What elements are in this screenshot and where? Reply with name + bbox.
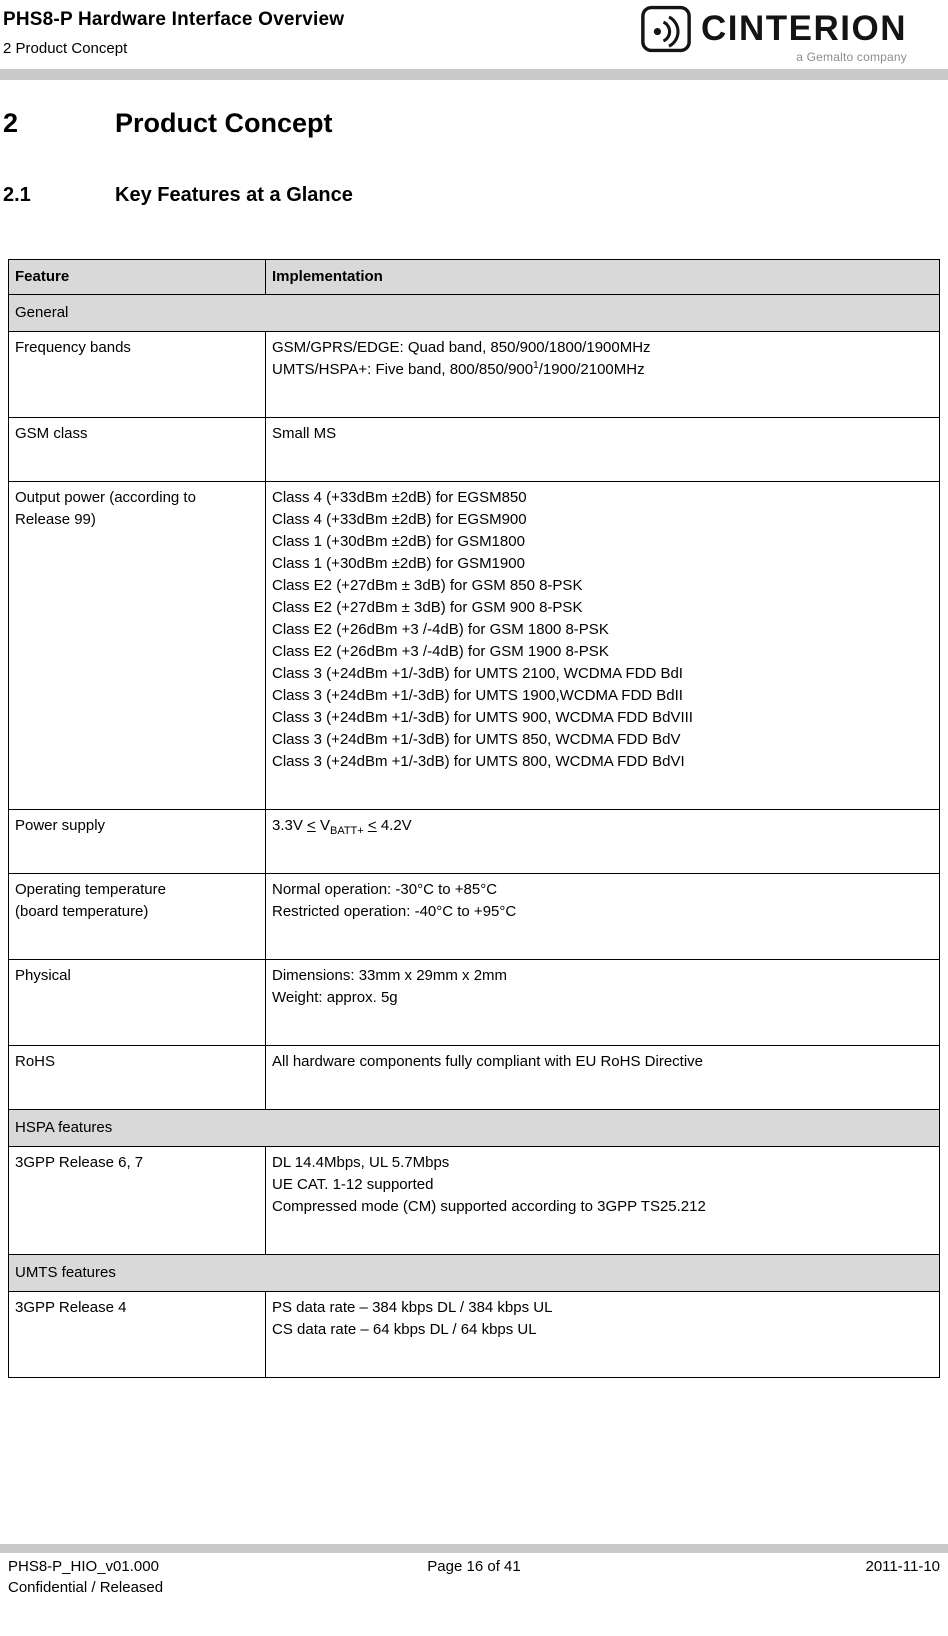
- text-line: Class E2 (+26dBm +3 /-4dB) for GSM 1900 8-PSK: [272, 643, 609, 660]
- implementation-cell: Small MS: [266, 418, 940, 482]
- feature-cell: [9, 482, 266, 810]
- section-heading: [3, 108, 948, 139]
- text-line: Output power (according to: [15, 489, 196, 506]
- cinterion-logo: [640, 5, 907, 64]
- text-line: Class 1 (+30dBm ±2dB) for GSM1900: [272, 555, 525, 572]
- text-line: Class E2 (+27dBm ± 3dB) for GSM 850 8-PSK: [272, 577, 583, 594]
- subsection-title: Key Features at a Glance: [115, 184, 353, 206]
- feature-cell: Power supply: [9, 810, 266, 874]
- implementation-cell: [266, 874, 940, 960]
- feature-cell: 3GPP Release 6, 7: [9, 1147, 266, 1255]
- page-footer: [8, 1557, 940, 1577]
- text-line: Class 3 (+24dBm +1/-3dB) for UMTS 900, WCDMA FDD BdVIII: [272, 709, 693, 726]
- subsection-heading: [3, 183, 948, 207]
- text-line: Class 3 (+24dBm +1/-3dB) for UMTS 800, WCDMA FDD BdVI: [272, 753, 685, 770]
- document-title: PHS8-P Hardware Interface Overview: [3, 9, 345, 30]
- text-line: Class E2 (+26dBm +3 /-4dB) for GSM 1800 8-PSK: [272, 621, 609, 638]
- text-line: (board temperature): [15, 903, 149, 920]
- page-header: [0, 0, 948, 80]
- text-line: Release 99): [15, 511, 96, 528]
- section-title: Product Concept: [115, 108, 333, 138]
- text-line: Normal operation: -30°C to +85°C: [272, 881, 498, 898]
- section-number: 2: [3, 108, 19, 138]
- feature-cell: GSM class: [9, 418, 266, 482]
- footnote-marker: 1: [533, 360, 539, 371]
- table-row-output-power: [9, 482, 940, 810]
- feature-cell: RoHS: [9, 1046, 266, 1110]
- feature-cell: Physical: [9, 960, 266, 1046]
- text-segment: V: [315, 817, 330, 834]
- feature-cell: [9, 874, 266, 960]
- text-line: Class 3 (+24dBm +1/-3dB) for UMTS 1900,WCDMA FDD BdII: [272, 687, 683, 704]
- less-equal-sign: <: [307, 817, 316, 834]
- feature-cell: Frequency bands: [9, 332, 266, 418]
- power-supply-value: [272, 815, 931, 837]
- subscript-batt: BATT+: [329, 825, 364, 837]
- cinterion-logo-icon: [640, 5, 692, 53]
- key-features-table: [8, 259, 940, 1378]
- text-segment: /1900/2100MHz: [538, 361, 645, 378]
- section-label: General: [9, 295, 940, 332]
- text-segment: UMTS/HSPA+: Five band, 800/850/900: [272, 361, 534, 378]
- text-line: Class 4 (+33dBm ±2dB) for EGSM850: [272, 489, 527, 506]
- less-equal-sign: <: [367, 817, 377, 834]
- implementation-cell: [266, 1292, 940, 1378]
- implementation-cell: [266, 482, 940, 810]
- table-row-rohs: [9, 1046, 940, 1110]
- feature-cell: 3GPP Release 4: [9, 1292, 266, 1378]
- text-line: Class 3 (+24dBm +1/-3dB) for UMTS 850, WCDMA FDD BdV: [272, 731, 681, 748]
- subsection-number: 2.1: [3, 184, 31, 206]
- implementation-cell: All hardware components fully compliant with EU RoHS Directive: [266, 1046, 940, 1110]
- table-row-operating-temperature: [9, 874, 940, 960]
- text-segment: 3.3V: [272, 817, 308, 834]
- table-row-gsm-class: [9, 418, 940, 482]
- table-row-physical: [9, 960, 940, 1046]
- table-row-3gpp-release-4: [9, 1292, 940, 1378]
- implementation-cell: [266, 332, 940, 418]
- section-row-general: [9, 295, 940, 332]
- footer-date: 2011-11-10: [865, 1558, 941, 1575]
- section-row-umts: [9, 1255, 940, 1292]
- text-line: Weight: approx. 5g: [272, 989, 398, 1006]
- header-divider: [0, 69, 948, 80]
- section-label: HSPA features: [9, 1110, 940, 1147]
- text-line: Class 1 (+30dBm ±2dB) for GSM1800: [272, 533, 525, 550]
- text-line: DL 14.4Mbps, UL 5.7Mbps: [272, 1154, 450, 1171]
- text-line: GSM/GPRS/EDGE: Quad band, 850/900/1800/1900MHz: [272, 339, 651, 356]
- section-label: UMTS features: [9, 1255, 940, 1292]
- text-line: [272, 359, 931, 381]
- text-line: CS data rate – 64 kbps DL / 64 kbps UL: [272, 1321, 537, 1338]
- column-header-implementation: Implementation: [266, 260, 940, 295]
- logo-tagline: a Gemalto company: [796, 50, 907, 64]
- table-row-frequency-bands: [9, 332, 940, 418]
- text-line: Class E2 (+27dBm ± 3dB) for GSM 900 8-PSK: [272, 599, 583, 616]
- footer-classification: Confidential / Released: [8, 1579, 164, 1596]
- text-line: UE CAT. 1-12 supported: [272, 1176, 434, 1193]
- document-chapter: 2 Product Concept: [3, 40, 128, 57]
- table-row-3gpp-release-6-7: [9, 1147, 940, 1255]
- table-row-power-supply: [9, 810, 940, 874]
- implementation-cell: [266, 960, 940, 1046]
- logo-brand-text: CINTERION: [701, 9, 907, 48]
- section-row-hspa: [9, 1110, 940, 1147]
- text-line: Class 3 (+24dBm +1/-3dB) for UMTS 2100, WCDMA FDD BdI: [272, 665, 683, 682]
- footer-page-number: Page 16 of 41: [427, 1558, 521, 1575]
- footer-document-id: PHS8-P_HIO_v01.000: [8, 1558, 159, 1575]
- text-line: Dimensions: 33mm x 29mm x 2mm: [272, 967, 508, 984]
- table-header-row: [9, 260, 940, 295]
- footer-divider: [0, 1544, 948, 1553]
- implementation-cell: [266, 810, 940, 874]
- text-line: Compressed mode (CM) supported according to 3GPP TS25.212: [272, 1198, 706, 1215]
- text-line: Class 4 (+33dBm ±2dB) for EGSM900: [272, 511, 527, 528]
- column-header-feature: Feature: [9, 260, 266, 295]
- implementation-cell: [266, 1147, 940, 1255]
- text-line: Restricted operation: -40°C to +95°C: [272, 903, 517, 920]
- text-line: Operating temperature: [15, 881, 166, 898]
- text-segment: 4.2V: [376, 817, 412, 834]
- text-line: PS data rate – 384 kbps DL / 384 kbps UL: [272, 1299, 553, 1316]
